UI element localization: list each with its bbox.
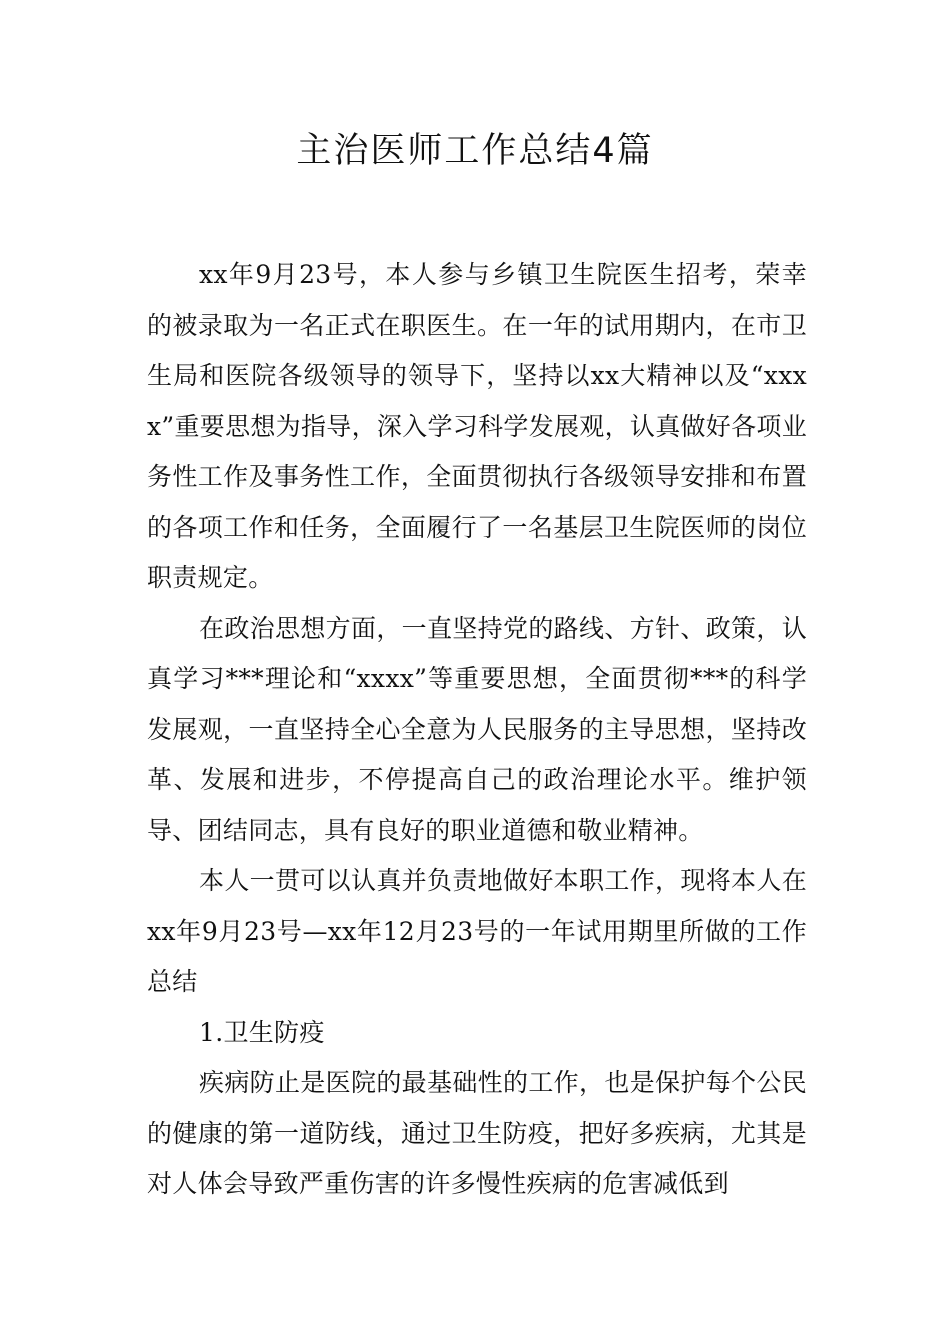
paragraph-disease-prevention: 疾病防止是医院的最基础性的工作，也是保护每个公民的健康的第一道防线，通过卫生防疫，把好多疾病，尤其是对人体会导致严重伤害的许多慢性疾病的危害减低到	[147, 1068, 807, 1198]
paragraph-political: 在政治思想方面，一直坚持党的路线、方针、政策，认真学习***理论和“xxxx”等重要思想，全面贯彻***的科学发展观，一直坚持全心全意为人民服务的主导思想，坚持改革、发展和进步，不停提高自己的政治理论水平。维护领导、团结同志，具有良好的职业道德和敬业精神。	[147, 613, 807, 845]
paragraph-summary-intro: 本人一贯可以认真并负责地做好本职工作，现将本人在xx年9月23号—xx年12月23号的一年试用期里所做的工作总结	[147, 866, 807, 996]
paragraph-intro: xx年9月23号，本人参与乡镇卫生院医生招考，荣幸的被录取为一名正式在职医生。在一年的试用期内，在市卫生局和医院各级领导的领导下，坚持以xx大精神以及“xxxx”重要思想为指导，深入学习科学发展观，认真做好各项业务性工作及事务性工作，全面贯彻执行各级领导安排和布置的各项工作和任务，全面履行了一名基层卫生院医师的岗位职责规定。	[147, 260, 807, 592]
section-heading-epidemic-prevention: 1.卫生防疫	[199, 1017, 325, 1047]
document-title: 主治医师工作总结4篇	[296, 131, 654, 171]
document-body	[147, 250, 807, 1210]
